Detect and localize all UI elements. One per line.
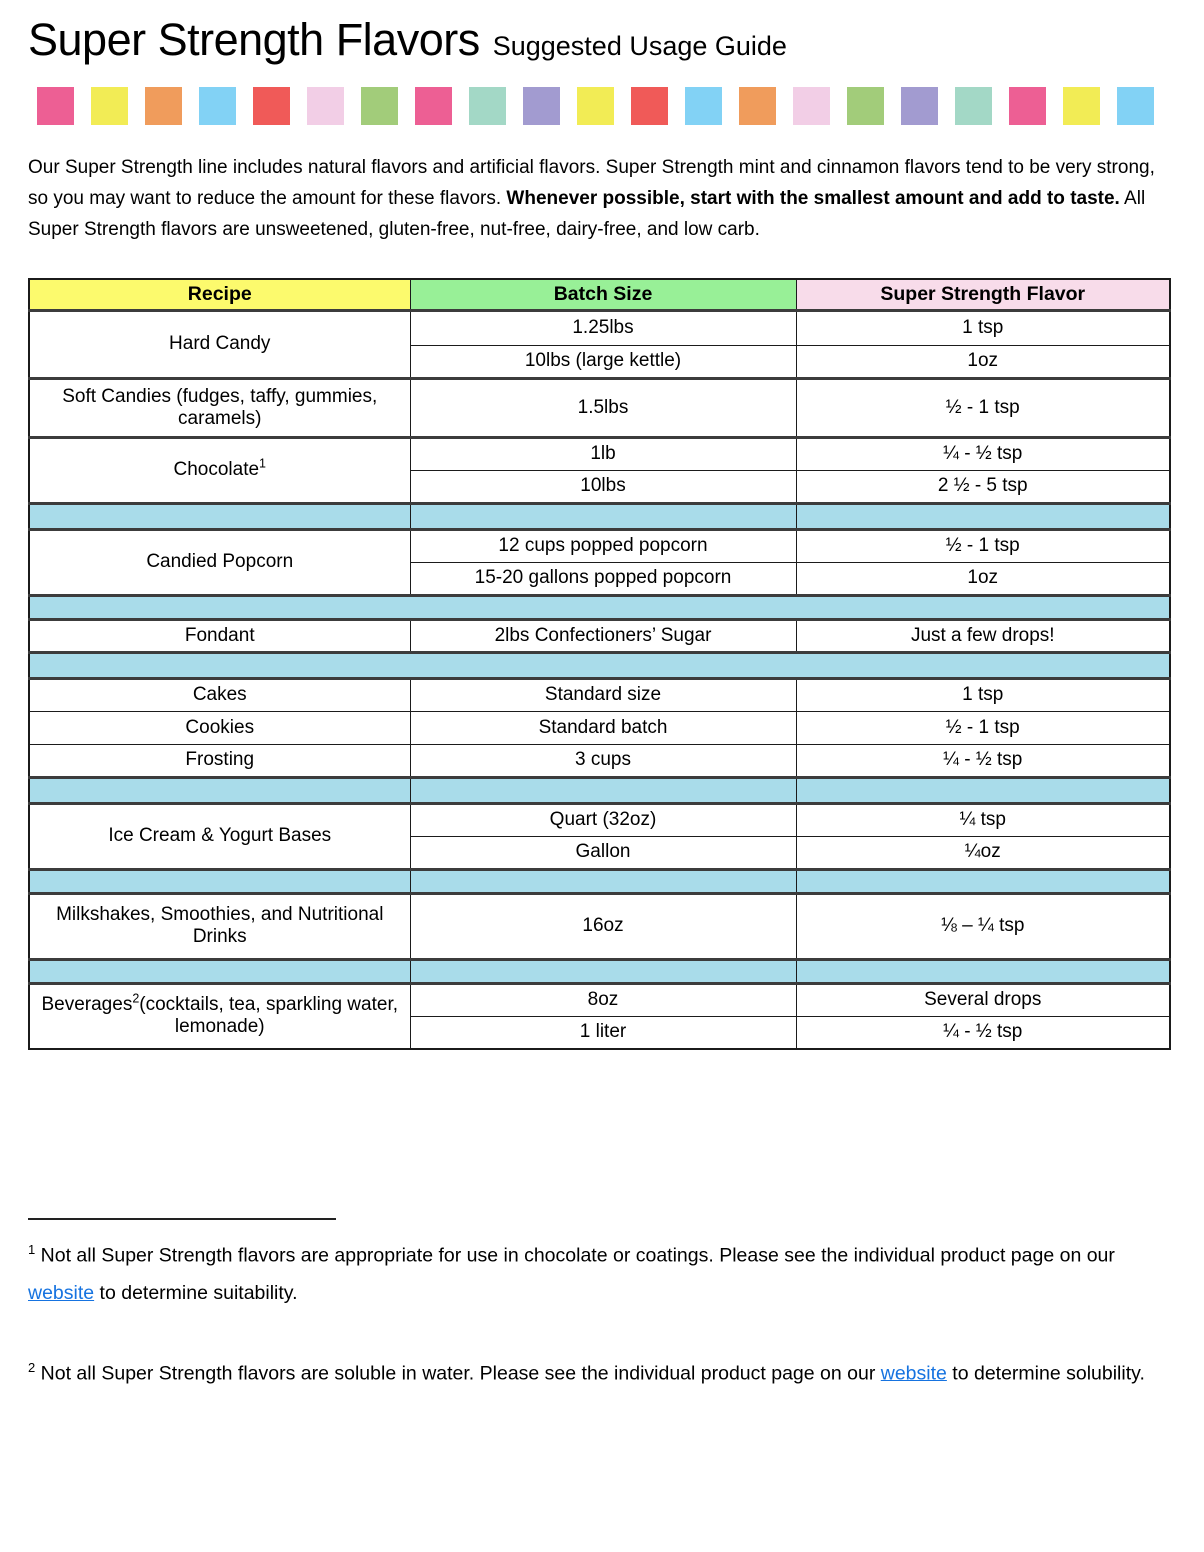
flavor-cell: ½ - 1 tsp bbox=[796, 711, 1170, 744]
recipe-cell bbox=[29, 983, 410, 1049]
footnote-text: to determine suitability. bbox=[94, 1281, 298, 1304]
color-square bbox=[91, 87, 128, 125]
color-square bbox=[955, 87, 992, 125]
footnote-number: 1 bbox=[28, 1242, 36, 1257]
table-row bbox=[29, 803, 1170, 836]
spacer-row bbox=[29, 777, 1170, 803]
batch-cell: 8oz bbox=[410, 983, 796, 1016]
batch-cell: Standard batch bbox=[410, 711, 796, 744]
footnote-2 bbox=[28, 1349, 1168, 1393]
flavor-cell: Just a few drops! bbox=[796, 619, 1170, 652]
recipe-cell: Cookies bbox=[29, 711, 410, 744]
color-square bbox=[631, 87, 668, 125]
website-link[interactable]: website bbox=[880, 1362, 947, 1384]
spacer-cell bbox=[29, 959, 410, 983]
spacer-cell bbox=[29, 595, 1170, 619]
flavor-cell: 1oz bbox=[796, 345, 1170, 378]
table-row bbox=[29, 983, 1170, 1016]
color-square bbox=[901, 87, 938, 125]
color-square bbox=[37, 87, 74, 125]
color-square bbox=[199, 87, 236, 125]
recipe-cell: Cakes bbox=[29, 678, 410, 711]
table-row bbox=[29, 678, 1170, 711]
spacer-row bbox=[29, 959, 1170, 983]
batch-cell: 3 cups bbox=[410, 744, 796, 777]
flavor-cell: ¼ tsp bbox=[796, 803, 1170, 836]
flavor-cell: ½ - 1 tsp bbox=[796, 529, 1170, 562]
color-square bbox=[415, 87, 452, 125]
footnote-text: to determine solubility. bbox=[946, 1362, 1145, 1384]
footnote-number: 2 bbox=[28, 1359, 36, 1375]
footnote-text: Not all Super Strength flavors are soluble in water. Please see the individual product page on our bbox=[35, 1362, 881, 1384]
flavor-cell: 1 tsp bbox=[796, 678, 1170, 711]
color-square bbox=[469, 87, 506, 125]
document-header bbox=[28, 14, 1176, 66]
usage-guide-table bbox=[28, 278, 1171, 1050]
color-square bbox=[1063, 87, 1100, 125]
intro-text-bold: Whenever possible, start with the smallest amount and add to taste. bbox=[506, 188, 1120, 209]
spacer-cell bbox=[29, 777, 410, 803]
table-row bbox=[29, 310, 1170, 345]
header-batch-size: Batch Size bbox=[410, 279, 796, 310]
footnote-ref-1: 1 bbox=[259, 456, 266, 471]
footnote-separator bbox=[28, 1218, 336, 1220]
intro-paragraph bbox=[28, 152, 1178, 245]
spacer-cell bbox=[796, 869, 1170, 893]
color-square bbox=[1117, 87, 1154, 125]
batch-cell: Standard size bbox=[410, 678, 796, 711]
table-row bbox=[29, 437, 1170, 470]
batch-cell: 16oz bbox=[410, 893, 796, 959]
batch-cell: 10lbs (large kettle) bbox=[410, 345, 796, 378]
color-square bbox=[523, 87, 560, 125]
batch-cell: Gallon bbox=[410, 836, 796, 869]
website-link[interactable]: website bbox=[28, 1281, 95, 1304]
color-square bbox=[145, 87, 182, 125]
recipe-cell: Fondant bbox=[29, 619, 410, 652]
table-row bbox=[29, 619, 1170, 652]
color-square bbox=[307, 87, 344, 125]
spacer-row bbox=[29, 595, 1170, 619]
table-row bbox=[29, 893, 1170, 959]
spacer-cell bbox=[410, 959, 796, 983]
spacer-cell bbox=[29, 652, 1170, 678]
recipe-cell bbox=[29, 437, 410, 503]
intro-text-end: All Super Strength flavors are unsweetened, gluten-free, nut-free, dairy-free, and low carb. bbox=[28, 188, 1146, 240]
spacer-cell bbox=[410, 869, 796, 893]
footnote-1 bbox=[28, 1231, 1168, 1312]
color-square bbox=[793, 87, 830, 125]
header-recipe: Recipe bbox=[29, 279, 410, 310]
recipe-cell: Hard Candy bbox=[29, 310, 410, 378]
table-row bbox=[29, 744, 1170, 777]
spacer-cell bbox=[29, 869, 410, 893]
spacer-row bbox=[29, 869, 1170, 893]
color-square bbox=[739, 87, 776, 125]
color-square bbox=[1009, 87, 1046, 125]
flavor-cell: ¼ - ½ tsp bbox=[796, 744, 1170, 777]
spacer-cell bbox=[410, 503, 796, 529]
recipe-label: Chocolate bbox=[173, 459, 260, 480]
table-row bbox=[29, 711, 1170, 744]
spacer-cell bbox=[796, 959, 1170, 983]
intro-text-start: Our Super Strength line includes natural flavors and artificial flavors. Super Strength mint and cinnamon flavors tend to be very strong, so you may want to reduce the amount for these flavors. bbox=[28, 157, 1155, 209]
batch-cell: 12 cups popped popcorn bbox=[410, 529, 796, 562]
page-subtitle: Suggested Usage Guide bbox=[492, 31, 787, 61]
flavor-cell: ¼ - ½ tsp bbox=[796, 437, 1170, 470]
flavor-cell: ¼oz bbox=[796, 836, 1170, 869]
batch-cell: 15-20 gallons popped popcorn bbox=[410, 562, 796, 595]
batch-cell: 1.25lbs bbox=[410, 310, 796, 345]
footnote-text: Not all Super Strength flavors are appropriate for use in chocolate or coatings. Please see the individual product page on our bbox=[35, 1244, 1115, 1267]
recipe-cell: Milkshakes, Smoothies, and Nutritional Drinks bbox=[29, 893, 410, 959]
spacer-row bbox=[29, 503, 1170, 529]
batch-cell: Quart (32oz) bbox=[410, 803, 796, 836]
recipe-cell: Candied Popcorn bbox=[29, 529, 410, 595]
spacer-cell bbox=[29, 503, 410, 529]
color-squares-divider bbox=[37, 87, 1176, 125]
color-square bbox=[253, 87, 290, 125]
flavor-cell: Several drops bbox=[796, 983, 1170, 1016]
flavor-cell: 1 tsp bbox=[796, 310, 1170, 345]
color-square bbox=[577, 87, 614, 125]
recipe-cell: Soft Candies (fudges, taffy, gummies, caramels) bbox=[29, 378, 410, 437]
spacer-cell bbox=[796, 777, 1170, 803]
color-square bbox=[847, 87, 884, 125]
color-square bbox=[685, 87, 722, 125]
flavor-cell: ¼ - ½ tsp bbox=[796, 1016, 1170, 1049]
document-page bbox=[0, 14, 1204, 1392]
spacer-cell bbox=[796, 503, 1170, 529]
header-flavor: Super Strength Flavor bbox=[796, 279, 1170, 310]
flavor-cell: ⅛ – ¼ tsp bbox=[796, 893, 1170, 959]
spacer-row bbox=[29, 652, 1170, 678]
table-row bbox=[29, 378, 1170, 437]
flavor-cell: 1oz bbox=[796, 562, 1170, 595]
table-row bbox=[29, 529, 1170, 562]
flavor-cell: ½ - 1 tsp bbox=[796, 378, 1170, 437]
footnote-ref-2: 2 bbox=[132, 991, 140, 1006]
batch-cell: 1 liter bbox=[410, 1016, 796, 1049]
spacer-cell bbox=[410, 777, 796, 803]
recipe-cell: Ice Cream & Yogurt Bases bbox=[29, 803, 410, 869]
batch-cell: 2lbs Confectioners’ Sugar bbox=[410, 619, 796, 652]
recipe-cell: Frosting bbox=[29, 744, 410, 777]
table-header-row bbox=[29, 279, 1170, 310]
batch-cell: 1lb bbox=[410, 437, 796, 470]
recipe-label: Beverages bbox=[41, 994, 133, 1016]
color-square bbox=[361, 87, 398, 125]
batch-cell: 1.5lbs bbox=[410, 378, 796, 437]
flavor-cell: 2 ½ - 5 tsp bbox=[796, 470, 1170, 503]
page-title: Super Strength Flavors bbox=[28, 14, 480, 65]
recipe-label-suffix: (cocktails, tea, sparkling water, lemonade) bbox=[139, 994, 398, 1038]
batch-cell: 10lbs bbox=[410, 470, 796, 503]
